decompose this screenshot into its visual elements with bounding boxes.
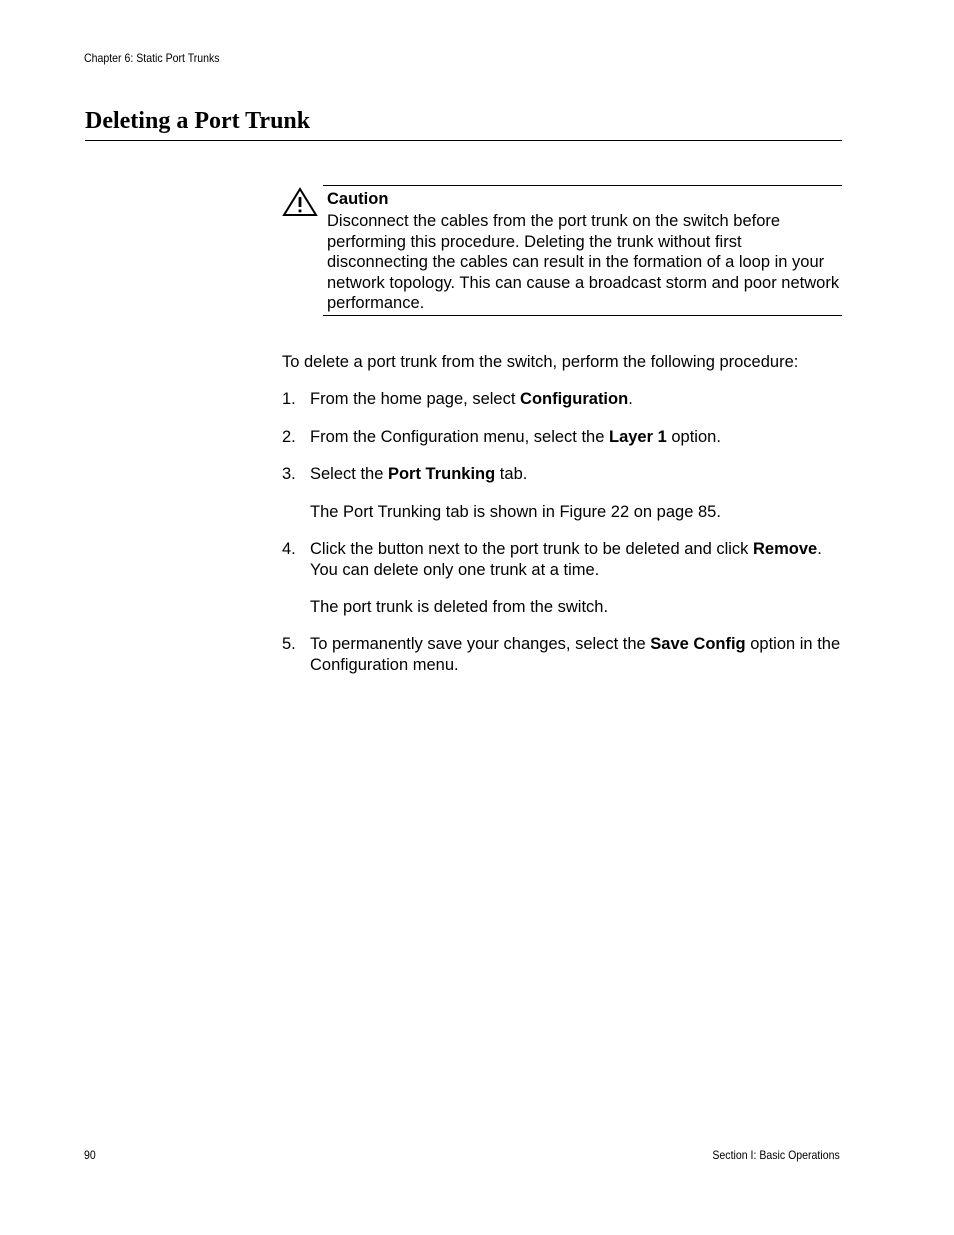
section-name: Section I: Basic Operations [712, 1148, 840, 1162]
step-text: From the Configuration menu, select the Layer 1 option. [310, 428, 721, 446]
caution-body: Disconnect the cables from the port trunk on the switch before performing this procedure. Deleting the trunk without first disconnecting the cables can result in the formation of a loop in your network topology. This can cause a broadcast storm and poor network performance. [327, 212, 840, 312]
step-text: Select the Port Trunking tab. [310, 465, 528, 483]
step-3 [282, 464, 842, 485]
step-number: 3. [282, 465, 296, 483]
ui-term: Save Config [650, 635, 746, 653]
step-text: Click the button next to the port trunk to be deleted and click Remove. You can delete only one trunk at a time. [310, 540, 822, 579]
step-text: To permanently save your changes, select the Save Config option in the Configuration menu. [310, 635, 841, 674]
ui-term: Layer 1 [608, 428, 667, 446]
page-number: 90 [84, 1148, 96, 1162]
caution-top-rule [323, 185, 842, 186]
step-number: 1. [282, 390, 296, 408]
step-4-note: The port trunk is deleted from the switch. [310, 598, 609, 616]
ui-term: Remove [753, 540, 818, 558]
caution-bottom-rule [323, 315, 842, 316]
step-number: 4. [282, 540, 296, 558]
intro-paragraph: To delete a port trunk from the switch, perform the following procedure: [282, 353, 799, 371]
title-rule [85, 140, 842, 141]
caution-title: Caution [327, 190, 389, 208]
step-4 [282, 539, 842, 580]
running-head: Chapter 6: Static Port Trunks [84, 51, 220, 65]
step-2 [282, 427, 842, 448]
step-3-note: The Port Trunking tab is shown in Figure 22 on page 85. [310, 503, 721, 521]
step-1 [282, 389, 842, 410]
page-title: Deleting a Port Trunk [85, 108, 311, 134]
ui-term: Configuration [520, 390, 629, 408]
step-text: From the home page, select Configuration. [310, 390, 633, 408]
step-number: 5. [282, 635, 296, 653]
step-number: 2. [282, 428, 296, 446]
step-5 [282, 634, 842, 675]
ui-term: Port Trunking [387, 465, 496, 483]
warning-triangle-icon [282, 187, 318, 217]
